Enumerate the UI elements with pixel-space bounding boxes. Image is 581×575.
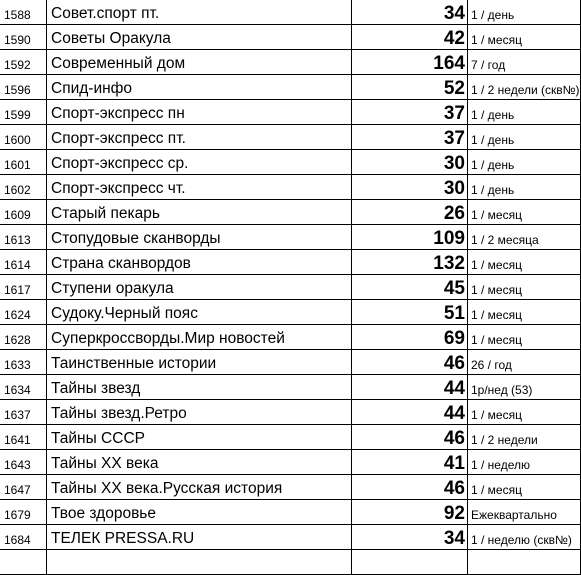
publication-title-cell[interactable]: Тайны звезд xyxy=(47,375,352,400)
table-row xyxy=(0,225,581,250)
frequency-cell[interactable]: 1 / неделю (скв№) xyxy=(468,525,581,550)
frequency-cell[interactable]: 1 / месяц xyxy=(468,325,581,350)
publication-title-cell[interactable]: Спорт-экспресс пн xyxy=(47,100,352,125)
publication-title-cell[interactable]: Спорт-экспресс пт. xyxy=(47,125,352,150)
frequency-cell[interactable]: Ежеквартально xyxy=(468,500,581,525)
catalog-number-cell[interactable]: 1609 xyxy=(0,200,47,225)
frequency-cell[interactable] xyxy=(468,550,581,575)
table-row xyxy=(0,475,581,500)
frequency-cell[interactable]: 1 / день xyxy=(468,125,581,150)
frequency-cell[interactable]: 1 / день xyxy=(468,0,581,25)
catalog-number-cell[interactable]: 1679 xyxy=(0,500,47,525)
frequency-cell[interactable]: 1 / 2 месяца xyxy=(468,225,581,250)
price-cell[interactable]: 44 xyxy=(352,375,468,400)
frequency-cell[interactable]: 7 / год xyxy=(468,50,581,75)
frequency-cell[interactable]: 1 / неделю xyxy=(468,450,581,475)
price-cell[interactable]: 37 xyxy=(352,100,468,125)
publication-title-cell[interactable]: Ступени оракула xyxy=(47,275,352,300)
publication-title-cell[interactable]: Спорт-экспресс ср. xyxy=(47,150,352,175)
frequency-cell[interactable]: 1 / день xyxy=(468,150,581,175)
price-cell[interactable]: 46 xyxy=(352,350,468,375)
table-row xyxy=(0,25,581,50)
catalog-number-cell[interactable]: 1624 xyxy=(0,300,47,325)
publication-title-cell[interactable]: Совет.спорт пт. xyxy=(47,0,352,25)
publication-title-cell[interactable]: Современный дом xyxy=(47,50,352,75)
publication-title-cell[interactable]: Тайны ХХ века xyxy=(47,450,352,475)
frequency-cell[interactable]: 1 / месяц xyxy=(468,25,581,50)
frequency-cell[interactable]: 1 / месяц xyxy=(468,400,581,425)
table-row xyxy=(0,100,581,125)
table-row xyxy=(0,75,581,100)
catalog-number-cell[interactable]: 1613 xyxy=(0,225,47,250)
publication-title-cell[interactable]: Суперкроссворды.Мир новостей xyxy=(47,325,352,350)
table-row xyxy=(0,150,581,175)
frequency-cell[interactable]: 1 / 2 недели xyxy=(468,425,581,450)
catalog-number-cell[interactable]: 1647 xyxy=(0,475,47,500)
publication-title-cell[interactable]: Страна сканвордов xyxy=(47,250,352,275)
catalog-number-cell[interactable]: 1600 xyxy=(0,125,47,150)
table-row xyxy=(0,0,581,25)
table-row xyxy=(0,50,581,75)
table-row xyxy=(0,425,581,450)
catalog-number-cell[interactable]: 1634 xyxy=(0,375,47,400)
publication-title-cell[interactable]: Тайны СССР xyxy=(47,425,352,450)
price-cell[interactable]: 46 xyxy=(352,475,468,500)
catalog-number-cell[interactable]: 1684 xyxy=(0,525,47,550)
frequency-cell[interactable]: 1 / месяц xyxy=(468,475,581,500)
price-cell[interactable]: 26 xyxy=(352,200,468,225)
price-cell[interactable]: 41 xyxy=(352,450,468,475)
price-cell[interactable]: 46 xyxy=(352,425,468,450)
frequency-cell[interactable]: 1 / день xyxy=(468,175,581,200)
catalog-number-cell[interactable]: 1628 xyxy=(0,325,47,350)
catalog-number-cell[interactable]: 1588 xyxy=(0,0,47,25)
frequency-cell[interactable]: 26 / год xyxy=(468,350,581,375)
catalog-number-cell[interactable]: 1637 xyxy=(0,400,47,425)
catalog-number-cell[interactable]: 1590 xyxy=(0,25,47,50)
price-cell[interactable]: 37 xyxy=(352,125,468,150)
frequency-cell[interactable]: 1 / день xyxy=(468,100,581,125)
catalog-number-cell[interactable]: 1592 xyxy=(0,50,47,75)
catalog-number-cell[interactable] xyxy=(0,550,47,575)
table-row xyxy=(0,200,581,225)
table-row xyxy=(0,250,581,275)
table-row xyxy=(0,275,581,300)
table-row xyxy=(0,400,581,425)
table-row xyxy=(0,550,581,575)
table-row xyxy=(0,300,581,325)
frequency-cell[interactable]: 1 / месяц xyxy=(468,200,581,225)
frequency-cell[interactable]: 1 / месяц xyxy=(468,250,581,275)
catalog-number-cell[interactable]: 1602 xyxy=(0,175,47,200)
publication-title-cell[interactable]: Судоку.Черный пояс xyxy=(47,300,352,325)
table-row xyxy=(0,450,581,475)
catalog-number-cell[interactable]: 1596 xyxy=(0,75,47,100)
frequency-cell[interactable]: 1р/нед (53) xyxy=(468,375,581,400)
price-cell[interactable]: 44 xyxy=(352,400,468,425)
catalog-number-cell[interactable]: 1633 xyxy=(0,350,47,375)
price-cell[interactable]: 34 xyxy=(352,0,468,25)
catalog-number-cell[interactable]: 1614 xyxy=(0,250,47,275)
publication-title-cell[interactable]: Спид-инфо xyxy=(47,75,352,100)
publication-title-cell[interactable]: Стопудовые сканворды xyxy=(47,225,352,250)
publication-title-cell[interactable]: Спорт-экспресс чт. xyxy=(47,175,352,200)
table-row xyxy=(0,375,581,400)
publication-title-cell[interactable]: Таинственные истории xyxy=(47,350,352,375)
frequency-cell[interactable]: 1 / месяц xyxy=(468,300,581,325)
price-cell[interactable]: 109 xyxy=(352,225,468,250)
price-cell[interactable]: 30 xyxy=(352,150,468,175)
frequency-cell[interactable]: 1 / 2 недели (скв№) xyxy=(468,75,581,100)
publication-title-cell[interactable] xyxy=(47,550,352,575)
frequency-cell[interactable]: 1 / месяц xyxy=(468,275,581,300)
table-row xyxy=(0,125,581,150)
publication-title-cell[interactable]: Советы Оракула xyxy=(47,25,352,50)
table-row xyxy=(0,525,581,550)
table-row xyxy=(0,175,581,200)
publication-title-cell[interactable]: Тайны ХХ века.Русская история xyxy=(47,475,352,500)
price-cell[interactable]: 164 xyxy=(352,50,468,75)
price-cell[interactable] xyxy=(352,550,468,575)
price-cell[interactable]: 30 xyxy=(352,175,468,200)
price-cell[interactable]: 51 xyxy=(352,300,468,325)
price-cell[interactable]: 92 xyxy=(352,500,468,525)
table-row xyxy=(0,350,581,375)
catalog-number-cell[interactable]: 1617 xyxy=(0,275,47,300)
catalog-number-cell[interactable]: 1643 xyxy=(0,450,47,475)
price-cell[interactable]: 45 xyxy=(352,275,468,300)
price-cell[interactable]: 52 xyxy=(352,75,468,100)
price-cell[interactable]: 132 xyxy=(352,250,468,275)
publication-title-cell[interactable]: Твое здоровье xyxy=(47,500,352,525)
publication-title-cell[interactable]: Тайны звезд.Ретро xyxy=(47,400,352,425)
table-row xyxy=(0,500,581,525)
price-cell[interactable]: 42 xyxy=(352,25,468,50)
catalog-number-cell[interactable]: 1601 xyxy=(0,150,47,175)
price-cell[interactable]: 69 xyxy=(352,325,468,350)
publication-title-cell[interactable]: Старый пекарь xyxy=(47,200,352,225)
price-cell[interactable]: 34 xyxy=(352,525,468,550)
table-row xyxy=(0,325,581,350)
catalog-number-cell[interactable]: 1641 xyxy=(0,425,47,450)
publication-title-cell[interactable]: ТЕЛЕК PRESSA.RU xyxy=(47,525,352,550)
catalog-number-cell[interactable]: 1599 xyxy=(0,100,47,125)
